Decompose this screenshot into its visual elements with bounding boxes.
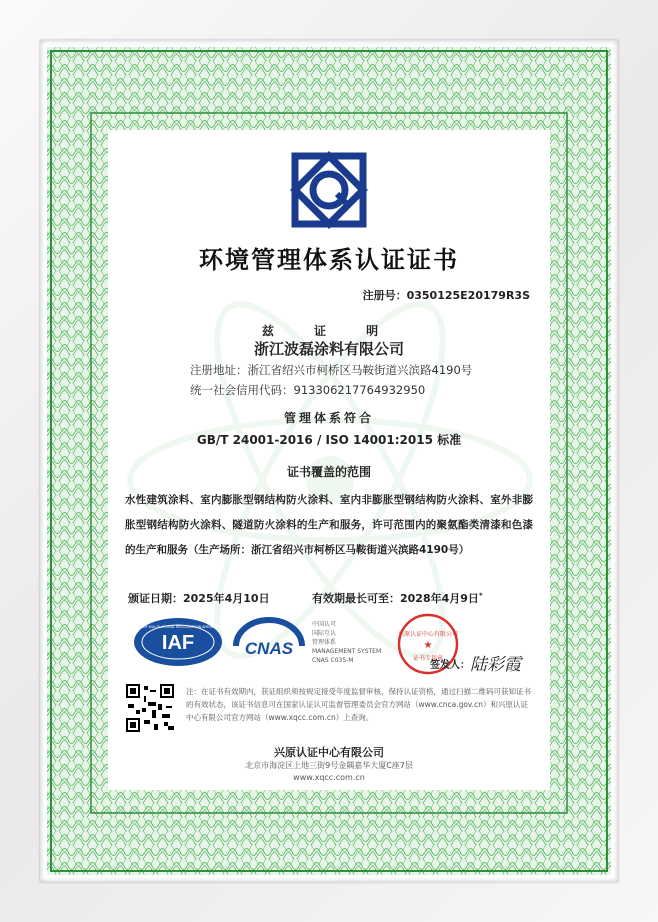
hereby-certify: 兹 证 明 (261, 324, 397, 338)
seal-text: 兴原认证中心有限公司 (397, 631, 459, 638)
signer-label: 签发人： (430, 660, 470, 671)
registered-address: 注册地址：浙江省绍兴市柯桥区马鞍街道兴滨路4190号 (190, 363, 473, 377)
cnas-text: CNAS (244, 639, 294, 658)
company-name: 浙江波磊涂料有限公司 (253, 340, 404, 358)
issue-date: 颁证日期：2025年4月10日 (128, 592, 270, 605)
scope-text: 水性建筑涂料、室内膨胀型钢结构防火涂料、室内非膨胀型钢结构防火涂料、室外非膨胀型钢结构防火涂料、隧道防火涂料的生产和服务，许可范围内的聚氨酯类清漆和色漆的生产和服务（生产场所：浙江省绍兴市柯桥区马鞍街道兴滨路4190号） (125, 494, 533, 556)
cnas-note-line: MANAGEMENT SYSTEM (312, 648, 382, 655)
signature: 陆彩霞 (470, 655, 521, 675)
issuer-website[interactable]: www.xqcc.com.cn (293, 773, 365, 782)
certificate-notes: 注：在证书有效期内，获证组织须按规定接受年度监督审核，保持认证资格，通过扫描二维码可获知证书的有效状态，该证书信息可在国家认证认可监督管理委员会官方网站（www.cnca.gov.cn）和兴原认证中心有限公司官方网站（www.xqcc.com.cn）上查询。 (186, 687, 531, 722)
credit-code: 统一社会信用代码：913306217764932950 (190, 383, 426, 397)
cnas-note (312, 620, 381, 665)
certificate-title: 环境管理体系认证证书 (199, 246, 459, 274)
registration-number: 注册号：0350125E20179R3S (362, 289, 530, 302)
expiry-date-text: 有效期最长可至：2028年4月9日 (312, 592, 479, 605)
iaf-logo (126, 616, 230, 668)
cnas-note-line: 国际互认 (312, 630, 337, 637)
xqcc-logo (289, 150, 369, 230)
iaf-ring-text: MEMBER OF MULTILATERAL RECOGNITION ARRANGEMENT (126, 625, 230, 629)
svg-text:★: ★ (423, 640, 433, 651)
cnas-note-line: 管理体系 (312, 639, 337, 646)
expiry-date-mark: * (478, 591, 483, 600)
conformity-heading: 管理体系符合 (283, 411, 374, 425)
issuer-address: 北京市海淀区上地三街9号金隅嘉华大厦C座7层 (245, 761, 413, 770)
cnas-note-line: 中国认可 (312, 621, 337, 628)
cnas-note-line: CNAS C035-M (312, 657, 354, 664)
seal-sub-text: 证书专用章 (412, 655, 444, 662)
standard-line: GB/T 24001-2016 / ISO 14001:2015 标准 (196, 433, 462, 447)
qr-code[interactable] (124, 682, 176, 734)
scope-heading: 证书覆盖的范围 (286, 465, 371, 479)
issuer-name: 兴原认证中心有限公司 (274, 746, 384, 759)
iaf-text: IAF (161, 632, 195, 654)
cnas-logo (230, 616, 308, 668)
expiry-date (312, 590, 483, 606)
